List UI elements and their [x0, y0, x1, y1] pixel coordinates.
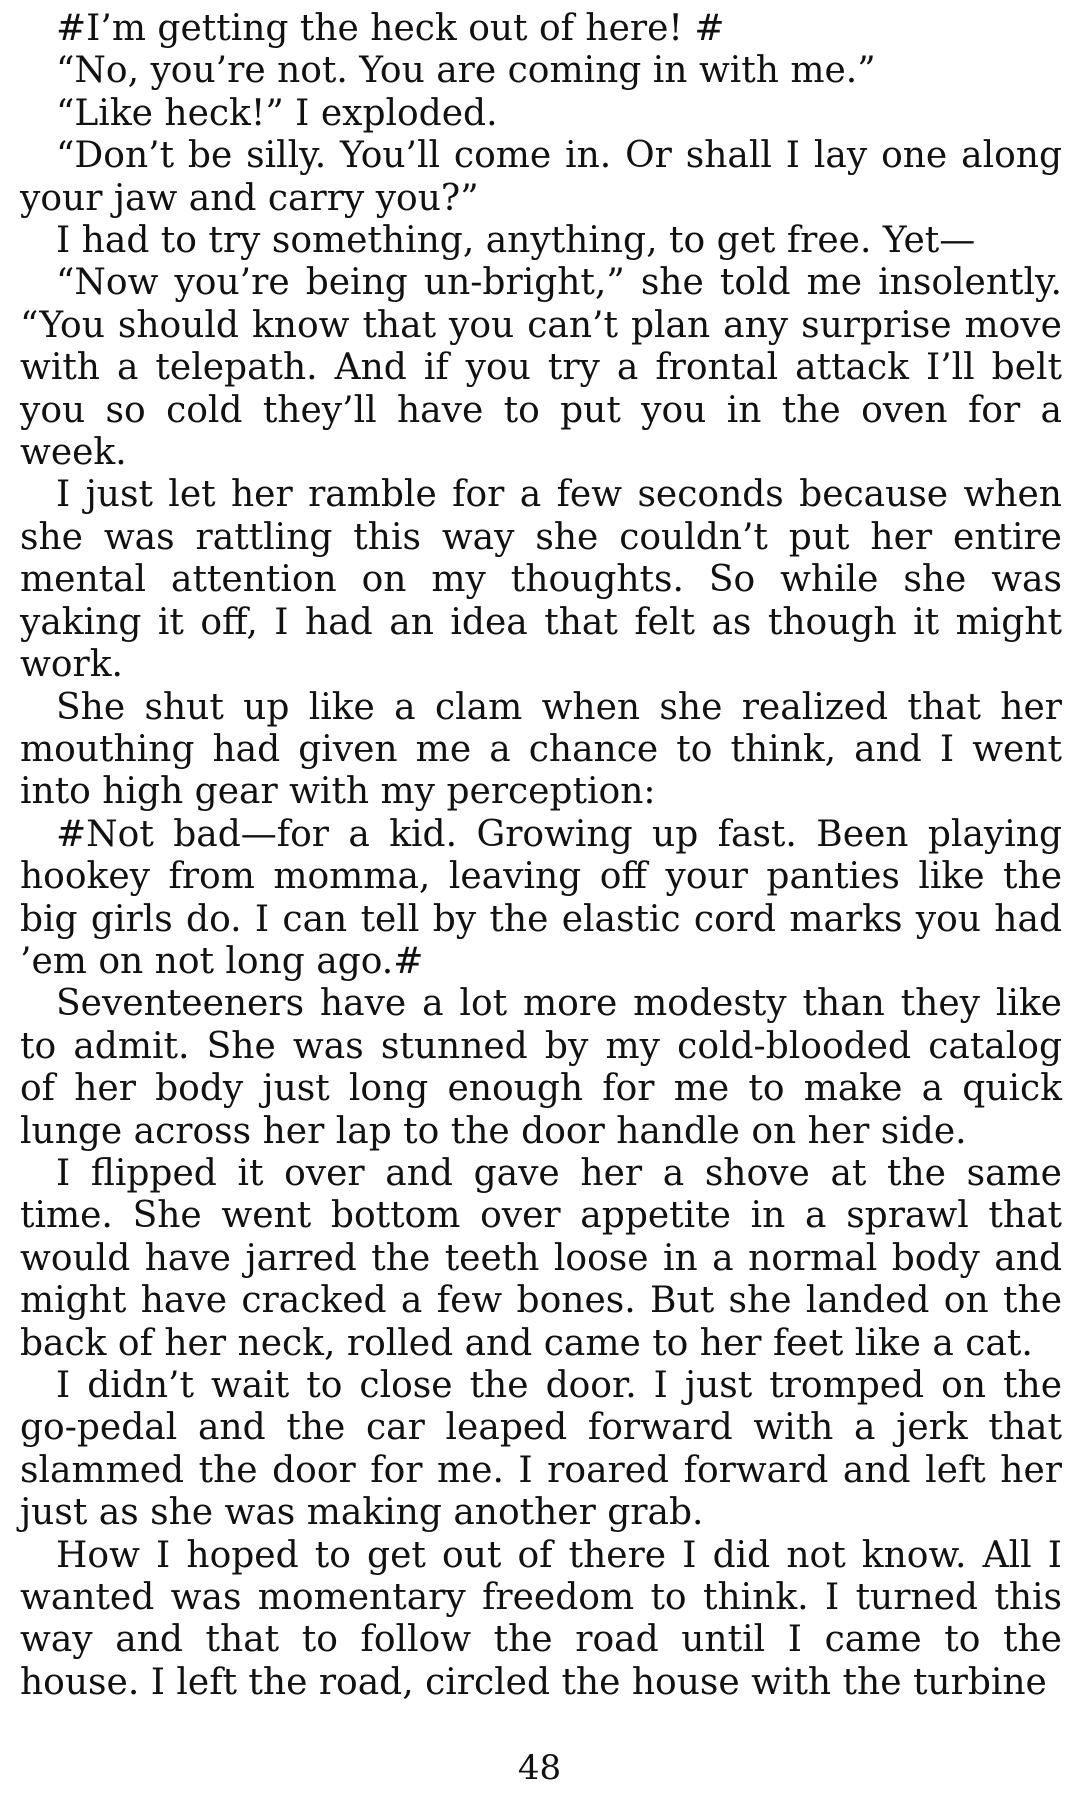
paragraph-5: I had to try something, anything, to get free. Yet—: [56, 220, 976, 262]
page-number: 48: [517, 1748, 562, 1788]
paragraph-9: #Not bad—for a kid. Growing up fast. Been playing hookey from momma, leaving off your panties like the big girls do. I can tell by the elastic cord marks you had ’em on not long ago.#: [20, 813, 1062, 982]
paragraph-3: “Like heck!” I exploded.: [56, 92, 498, 134]
paragraph-12: I didn’t wait to close the door. I just tromped on the go-pedal and the car leaped forward with a jerk that slammed the door for me. I roared forward and left her just as she was making another grab.: [20, 1365, 1062, 1534]
paragraph-11: I flipped it over and gave her a shove at the same time. She went bottom over appetite in a sprawl that would have jarred the teeth loose in a normal body and might have cracked a few bones. But she landed on the back of her neck, rolled and came to her feet like a cat.: [20, 1152, 1062, 1364]
paragraph-1: #I’m getting the heck out of here! #: [56, 8, 725, 49]
book-page: [20, 8, 1062, 1704]
paragraph-2: “No, you’re not. You are coming in with me.”: [56, 50, 876, 92]
paragraph-4: “Don’t be silly. You’ll come in. Or shall I lay one along your jaw and carry you?”: [20, 135, 1062, 219]
paragraph-6: “Now you’re being un-bright,” she told me insolently. “You should know that you can’t plan any surprise move with a telepath. And if you try a frontal attack I’ll belt you so cold they’ll have to put you in the oven for a week.: [20, 262, 1062, 474]
paragraph-10: Seventeeners have a lot more modesty than they like to admit. She was stunned by my cold-blooded catalog of her body just long enough for me to make a quick lunge across her lap to the door handle on her side.: [20, 983, 1062, 1152]
paragraph-13: How I hoped to get out of there I did not know. All I wanted was momentary freedom to think. I turned this way and that to follow the road until I came to the house. I left the road, circled the house with the turbine: [20, 1534, 1062, 1703]
paragraph-7: I just let her ramble for a few seconds because when she was rattling this way she couldn’t put her entire mental attention on my thoughts. So while she was yaking it off, I had an idea that felt as though it might work.: [20, 474, 1062, 686]
paragraph-8: She shut up like a clam when she realized that her mouthing had given me a chance to think, and I went into high gear with my perception:: [20, 686, 1062, 813]
